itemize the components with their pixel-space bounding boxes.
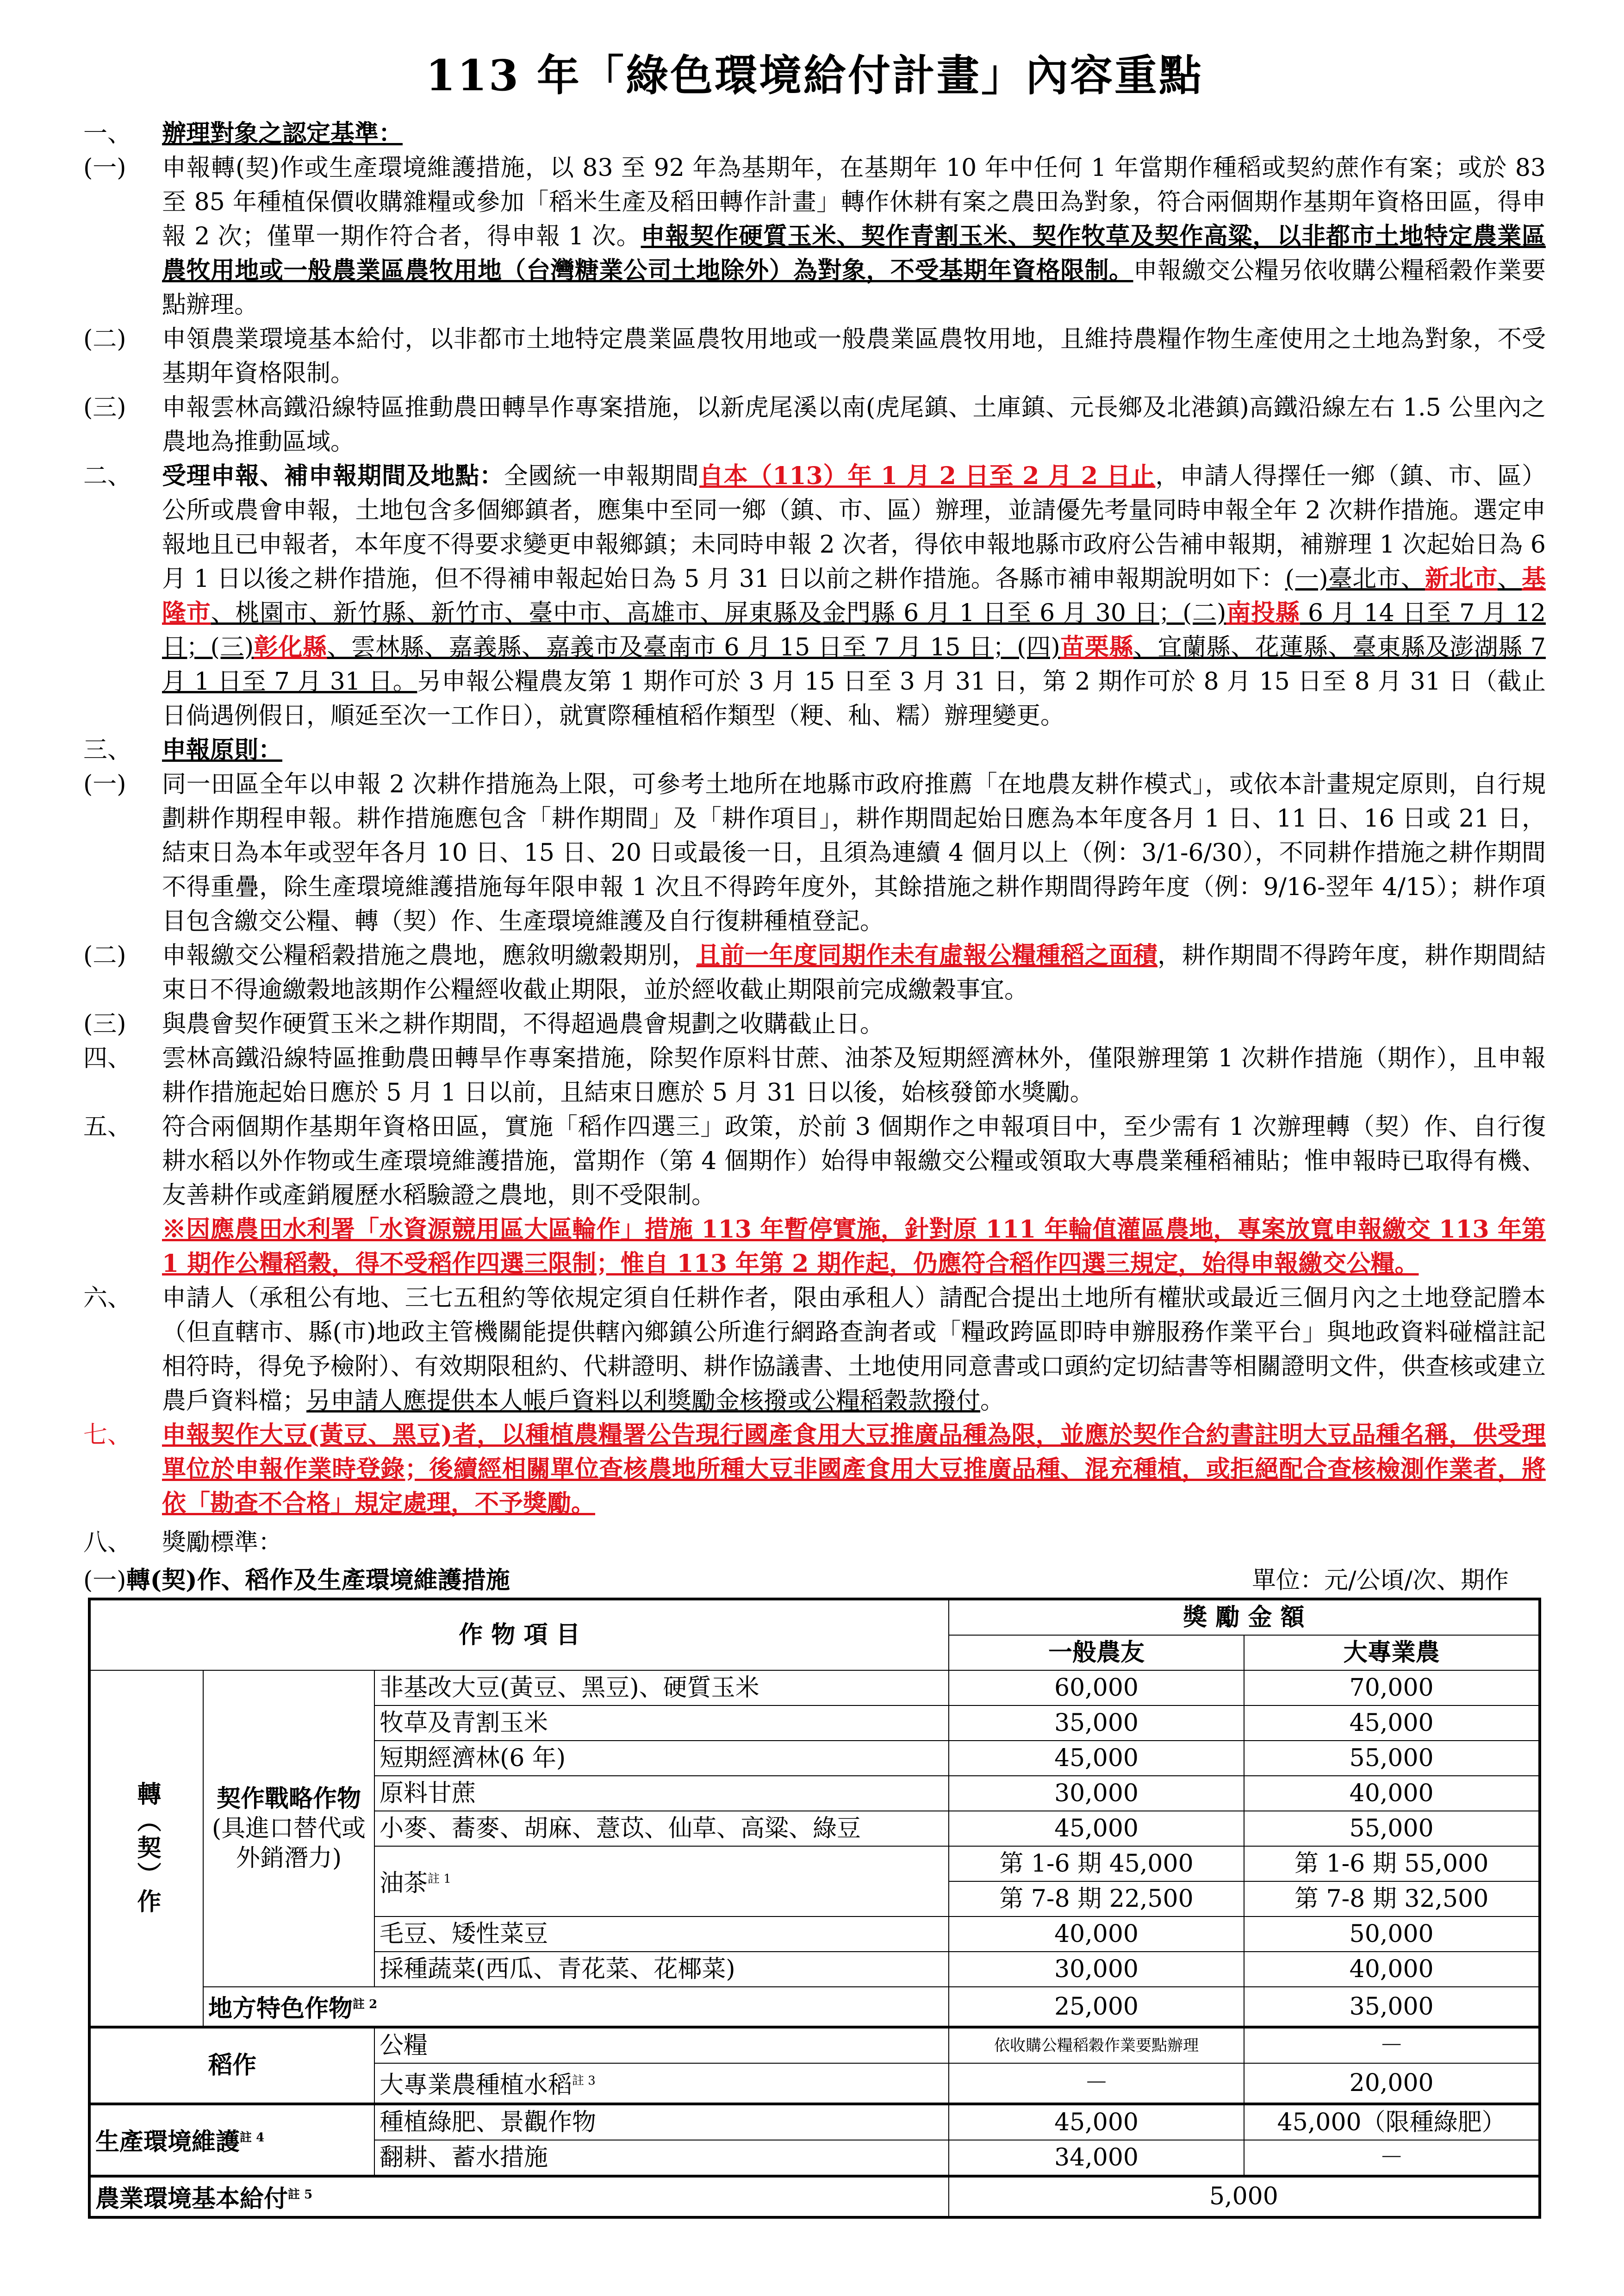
- section-4: 四、 雲林高鐵沿線特區推動農田轉旱作專案措施，除契作原料甘蔗、油茶及短期經濟林外，僅限辦理第 1 次耕作措施（期作），且申報耕作措施起始日應於 5 月 1 日以前，且結束日應於 5 月 31 日以後，始核發節水獎勵。: [83, 1045, 1546, 1107]
- table-caption: (一)轉(契)作、稻作及生產環境維護措施 單位：元/公頃/次、期作: [83, 1563, 1546, 1598]
- section-1-item-2: (二) 申領農業環境基本給付，以非都市土地特定農業區農牧用地或一般農業區農牧用地，且維持農糧作物生產使用之土地為對象，不受基期年資格限制。: [83, 325, 1546, 387]
- section-1-item-1: (一) 申報轉(契)作或生產環境維護措施，以 83 至 92 年為基期年，在基期年 10 年中任何 1 年當期作種稻或契約蔗作有案；或於 83 至 85 年種植保價收購雜糧或參加「稻米生產及稻田轉作計畫」轉作休耕有案之農田為對象，符合兩個期作基期年資格田區，得申報 2 次；僅單一期作符合者，得申報 1 次。申報契作硬質玉米、契作青割玉米、契作牧草及契作高粱，以非都市土地特定農業區農牧用地或一般農業區農牧用地（台灣糖業公司土地除外）為對象，不受基期年資格限制。申報繳交公糧另依收購公糧稻穀作業要點辦理。: [83, 154, 1546, 319]
- section-2: 二、 受理申報、補申報期間及地點：全國統一申報期間自本（113）年 1 月 2 日至 2 月 2 日止，申請人得擇任一鄉（鎮、市、區）公所或農會申報，土地包含多個鄉鎮者，應集中至同一鄉（鎮、市、區）辦理，並請優先考量同時申報全年 2 次耕作措施。選定申報地且已申報者，本年度不得要求變更申報鄉鎮；未同時申報 2 次者，得依申報地縣市政府公告補申報期，補辦理 1 次起始日為 6 月 1 日以後之耕作措施，但不得補申報起始日為 5 月 31 日以前之耕作措施。各縣市補申報期說明如下：(一)臺北市、新北市、基隆市、桃園市、新竹縣、新竹市、臺中市、高雄市、屏東縣及金門縣 6 月 1 日至 6 月 30 日；(二)南投縣 6 月 14 日至 7 月 12 日；(三)彰化縣、雲林縣、嘉義縣、嘉義市及臺南市 6 月 15 日至 7 月 15 日；(四)苗栗縣、宜蘭縣、花蓮縣、臺東縣及澎湖縣 7 月 1 日至 7 月 31 日。另申報公糧農友第 1 期作可於 3 月 15 日至 3 月 31 日，第 2 期作可於 8 月 15 日至 8 月 31 日（截止日倘遇例假日，順延至次一工作日），就實際種植稻作類型（粳、秈、糯）辦理變更。: [83, 462, 1546, 730]
- group-zhuan-label: 轉（契）作: [89, 1670, 203, 2027]
- table-row: 油茶$^{註 1}$ 第 1-6 期 45,000 第 1-6 期 55,000: [89, 1846, 1540, 1881]
- table-row: 大專業農種植水稻$^{註 3}$ － 20,000: [89, 2063, 1540, 2103]
- table-header-row: 作 物 項 目 獎 勵 金 額: [89, 1599, 1540, 1635]
- section-7: 七、 申報契作大豆(黃豆、黑豆)者，以種植農糧署公告現行國產食用大豆推廣品種為限，並應於契作合約書註明大豆品種名稱，供受理單位於申報作業時登錄；後續經相關單位查核農地所種大豆非國產食用大豆推廣品種、混充種植，或拒絕配合查核檢測作業者，將依「勘查不合格」規定處理，不予獎勵。: [83, 1421, 1546, 1518]
- table-header-row: 一般農友 大專業農: [89, 1635, 1540, 1670]
- table-row: 牧草及青割玉米 35,000 45,000: [89, 1705, 1540, 1741]
- section-6: 六、 申請人（承租公有地、三七五租約等依規定須自任耕作者，限由承租人）請配合提出土地所有權狀或最近三個月內之土地登記謄本 （但直轄市、縣(市)地政主管機關能提供轄內鄉鎮公所進行網路查詢者或「糧政跨區即時申辦服務作業平台」與地政資料碰檔註記相符時，得免予檢附）、有效期限租約、代耕證明、耕作協議書、土地使用同意書或口頭約定切結書等相關證明文件，供查核或建立農戶資料檔；另申請人應提供本人帳戶資料以利獎勵金核撥或公糧稻穀款撥付。: [83, 1284, 1546, 1415]
- table-row: 農業環境基本給付$^{註 5}$ 5,000: [89, 2176, 1540, 2217]
- reward-table: [88, 1598, 1541, 2219]
- table-row: 生產環境維護$^{註 4}$ 種植綠肥、景觀作物 45,000 45,000（限種綠肥）: [89, 2104, 1540, 2140]
- table-row: 稻作 公糧 依收購公糧稻穀作業要點辦理 －: [89, 2027, 1540, 2063]
- table-row: 小麥、蕎麥、胡麻、薏苡、仙草、高粱、綠豆 45,000 55,000: [89, 1811, 1540, 1846]
- table-row: 轉（契）作 契作戰略作物 (具進口替代或外銷潛力) 非基改大豆(黃豆、黑豆)、硬質玉米 60,000 70,000: [89, 1670, 1540, 1705]
- section-3-heading: 三、 申報原則：: [83, 736, 283, 764]
- document-page: [83, 28, 1546, 2219]
- table-row: 毛豆、矮性菜豆 40,000 50,000: [89, 1916, 1540, 1952]
- table-row: 第 7-8 期 22,500 第 7-8 期 32,500: [89, 1881, 1540, 1916]
- unit-label: 單位：元/公頃/次、期作: [1251, 1567, 1509, 1594]
- group-qi-label: 契作戰略作物 (具進口替代或外銷潛力): [203, 1670, 374, 1987]
- section-5: 五、 符合兩個期作基期年資格田區，實施「稻作四選三」政策，於前 3 個期作之申報項目中，至少需有 1 次辦理轉（契）作、自行復耕水稻以外作物或生產環境維護措施，當期作（第 4 個期作）始得申報繳交公糧或領取大專農業種稻補貼；惟申報時已取得有機、友善耕作或產銷履歷水稻驗證之農地，則不受限制。 ※因應農田水利署「水資源競用區大區輪作」措施 113 年暫停實施，針對原 111 年輪值灌區農地，專案放寬申報繳交 113 年第 1 期作公糧稻穀，得不受稻作四選三限制；惟自 113 年第 2 期作起，仍應符合稻作四選三規定，始得申報繳交公糧。: [83, 1110, 1546, 1281]
- section-3-item-3: (三) 與農會契作硬質玉米之耕作期間，不得超過農會規劃之收購截止日。: [83, 1010, 884, 1038]
- section-5-note: ※因應農田水利署「水資源競用區大區輪作」措施 113 年暫停實施，針對原 111 年輪值灌區農地，專案放寬申報繳交 113 年第 1 期作公糧稻穀，得不受稻作四選三限制；惟自 113 年第 2 期作起，仍應符合稻作四選三規定，始得申報繳交公糧。: [162, 1215, 1546, 1278]
- table-row: 原料甘蔗 30,000 40,000: [89, 1776, 1540, 1811]
- section-3-item-1: (一) 同一田區全年以申報 2 次耕作措施為上限，可參考土地所在地縣市政府推薦「在地農友耕作模式」，或依本計畫規定原則，自行規劃耕作期程申報。耕作措施應包含「耕作期間」及「耕作項目」，耕作期間起始日應為本年度各月 1 日、11 日、16 日或 21 日，結束日為本年或翌年各月 10 日、15 日、20 日或最後一日，且須為連續 4 個月以上（例：3/1-6/30），不同耕作措施之耕作期間不得重疊，除生產環境維護措施每年限申報 1 次且不得跨年度外，其餘措施之耕作期間得跨年度（例：9/16-翌年 4/15）；耕作項目包含繳交公糧、轉（契）作、生產環境維護及自行復耕種植登記。: [83, 771, 1546, 935]
- section-3-item-2: (二) 申報繳交公糧稻穀措施之農地，應敘明繳穀期別，且前一年度同期作未有虛報公糧種稻之面積，耕作期間不得跨年度，耕作期間結束日不得逾繳穀地該期作公糧經收截止期限，並於經收截止期限前完成繳穀事宜。: [83, 941, 1546, 1004]
- table-row: 地方特色作物$^{註 2}$ 25,000 35,000: [89, 1987, 1540, 2027]
- table-row: 短期經濟林(6 年) 45,000 55,000: [89, 1741, 1540, 1776]
- section-1-item-3: (三) 申報雲林高鐵沿線特區推動農田轉旱作專案措施，以新虎尾溪以南(虎尾鎮、土庫鎮、元長鄉及北港鎮)高鐵沿線左右 1.5 公里內之農地為推動區域。: [83, 394, 1546, 456]
- section-1-heading: 一、 辦理對象之認定基準：: [83, 119, 403, 148]
- page-title: 113 年「綠色環境給付計畫」內容重點: [425, 50, 1204, 100]
- table-row: 採種蔬菜(西瓜、青花菜、花椰菜) 30,000 40,000: [89, 1952, 1540, 1987]
- section-8-heading: 八、 獎勵標準：: [83, 1529, 283, 1556]
- table-row: 翻耕、蓄水措施 34,000 －: [89, 2140, 1540, 2176]
